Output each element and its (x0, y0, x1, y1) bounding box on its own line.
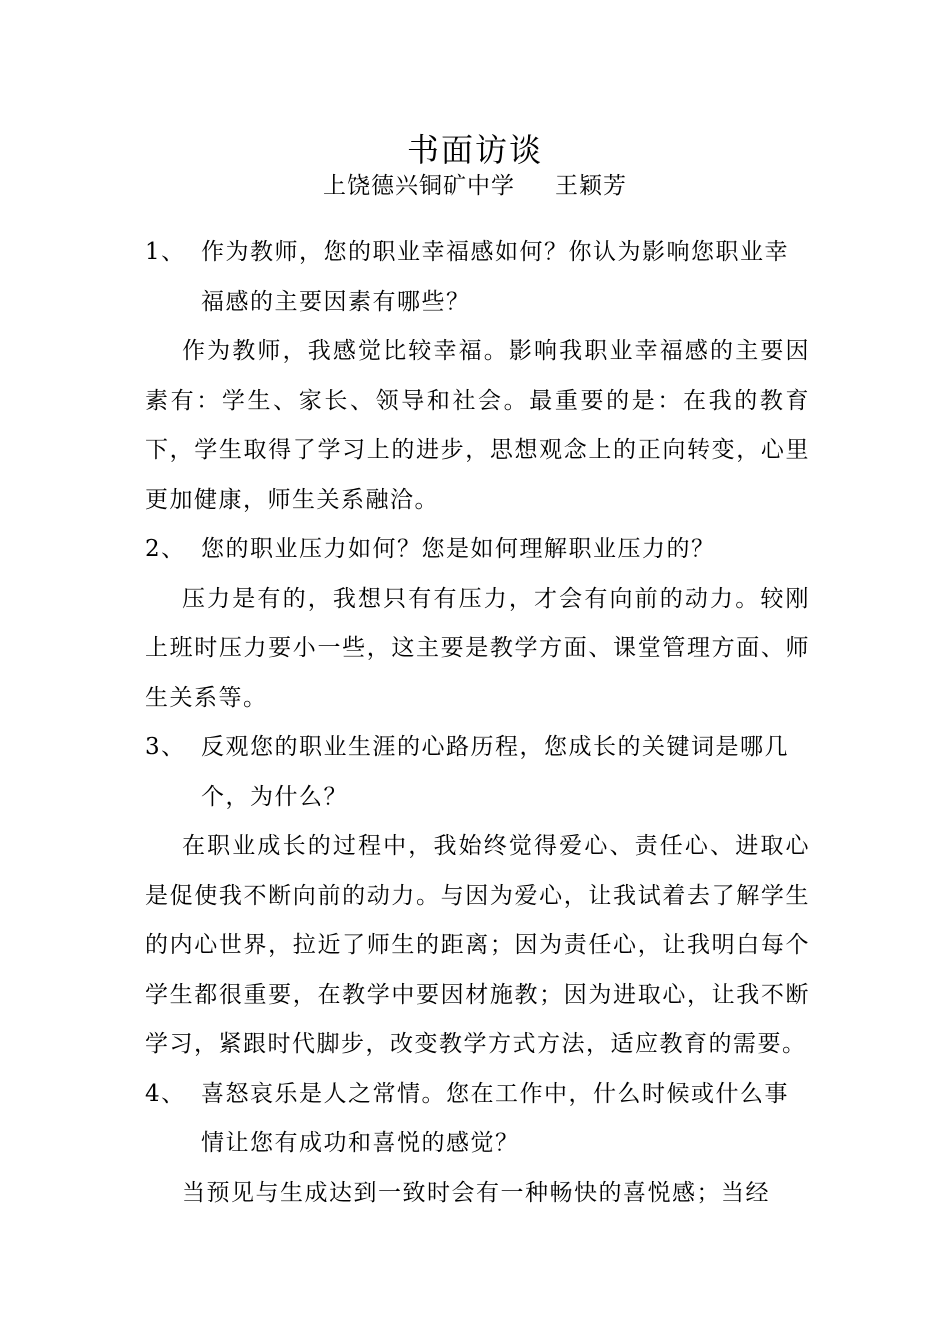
answer-4: 当预见与生成达到一致时会有一种畅快的喜悦感；当经 (182, 1179, 770, 1206)
question-number: 1、 (145, 239, 186, 265)
question-number: 2、 (145, 536, 186, 562)
author-name: 王颖芳 (555, 173, 627, 199)
question-text: 作为教师，您的职业幸福感如何？你认为影响您职业幸福感的主要因素有哪些？ (201, 239, 789, 315)
document-title: 书面访谈 (406, 131, 543, 169)
answer-1: 作为教师，我感觉比较幸福。影响我职业幸福感的主要因素有：学生、家长、领导和社会。最重要的是：在我的教育下，学生取得了学习上的进步，思想观念上的正向转变，心里更加健康，师生关系融洽。 (145, 338, 810, 513)
interview-body (145, 228, 810, 1218)
question-text: 您的职业压力如何？您是如何理解职业压力的？ (201, 536, 716, 562)
question-3 (145, 723, 810, 822)
author-school: 上饶德兴铜矿中学 (323, 173, 515, 199)
question-4 (145, 1070, 810, 1169)
question-1 (145, 228, 810, 327)
question-number: 3、 (145, 734, 186, 760)
answer-2: 压力是有的，我想只有有压力，才会有向前的动力。较刚上班时压力要小一些，这主要是教学方面、课堂管理方面、师生关系等。 (145, 585, 810, 711)
question-text: 喜怒哀乐是人之常情。您在工作中，什么时候或什么事情让您有成功和喜悦的感觉？ (201, 1080, 789, 1156)
answer-3: 在职业成长的过程中，我始终觉得爱心、责任心、进取心是促使我不断向前的动力。与因为爱心，让我试着去了解学生的内心世界，拉近了师生的距离；因为责任心，让我明白每个学生都很重要，在教学中要因材施教；因为进取心，让我不断学习，紧跟时代脚步，改变教学方式方法，适应教育的需要。 (145, 833, 810, 1057)
document-byline (0, 168, 950, 204)
question-text: 反观您的职业生涯的心路历程，您成长的关键词是哪几个，为什么？ (201, 734, 789, 810)
question-2 (145, 525, 810, 575)
question-number: 4、 (145, 1080, 186, 1107)
